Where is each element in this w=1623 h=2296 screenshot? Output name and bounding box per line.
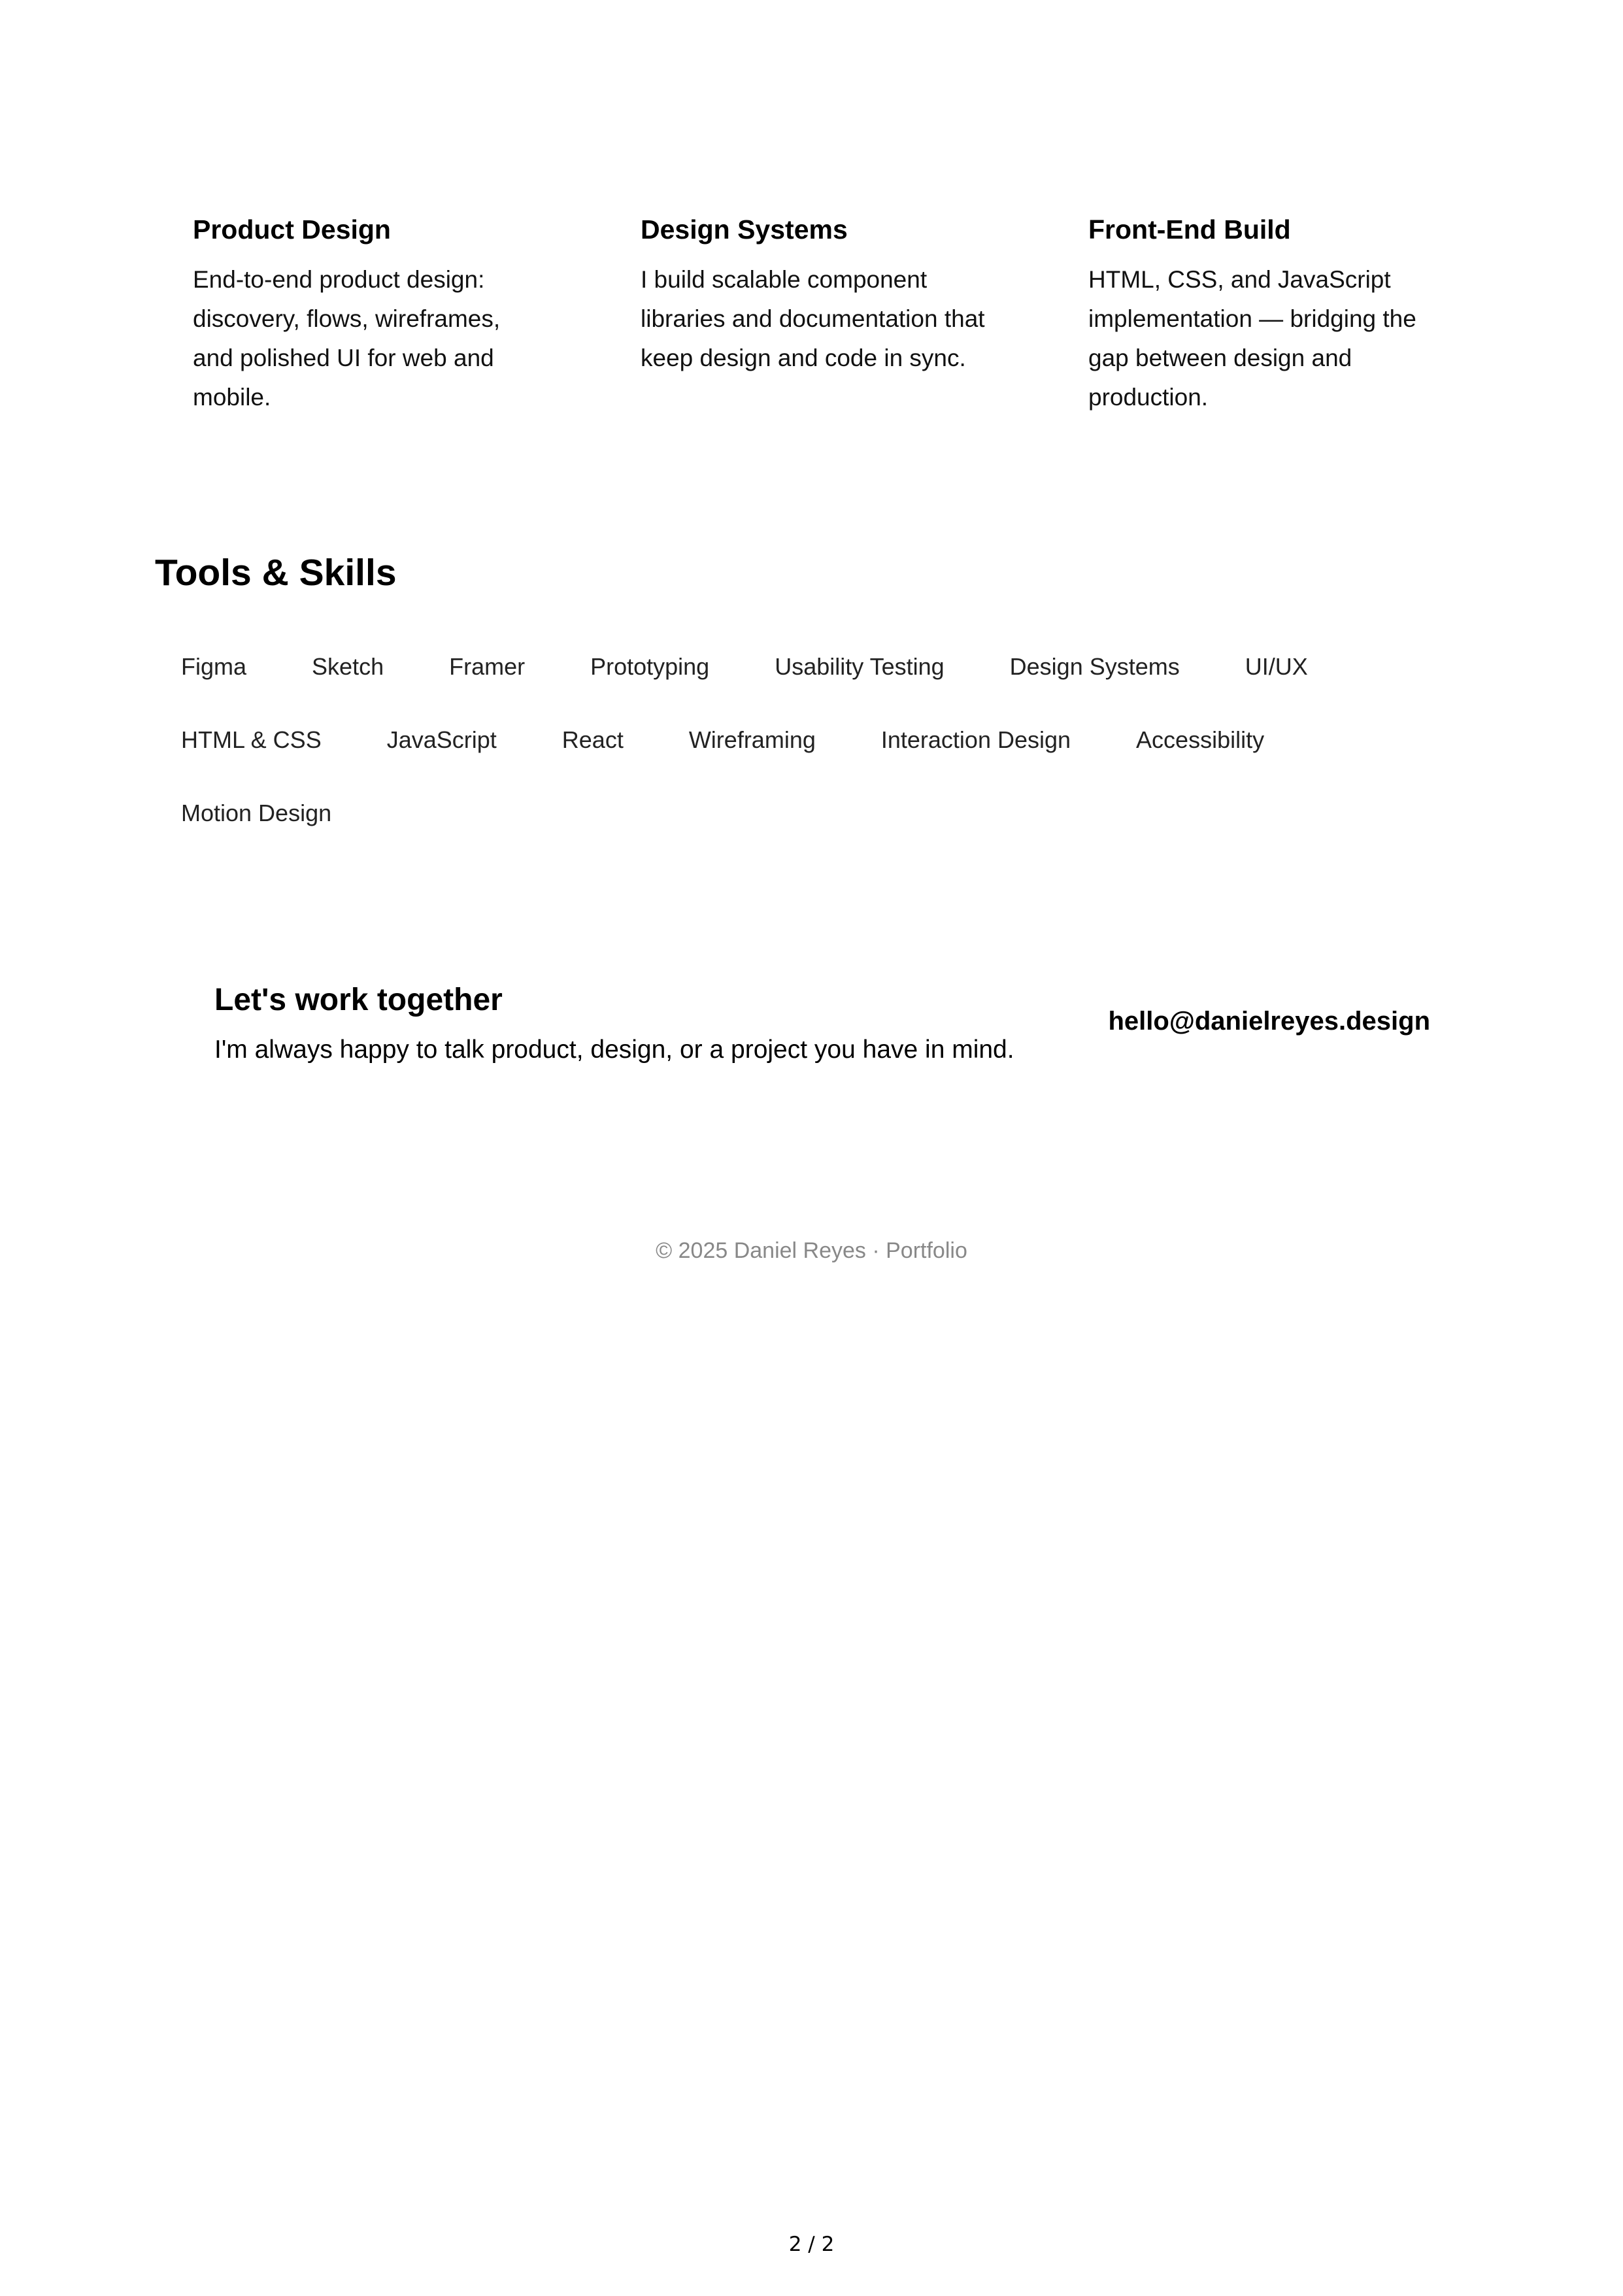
service-title: Product Design: [193, 214, 391, 245]
footer-copyright: © 2025 Daniel Reyes · Portfolio: [656, 1238, 967, 1263]
service-card-front-end-build: [1088, 208, 1441, 417]
skill-tag: JavaScript: [386, 726, 497, 753]
contact-text: I'm always happy to talk product, design, or a project you have in mind.: [214, 1036, 1014, 1064]
page-number: 2 / 2: [788, 2233, 835, 2256]
contact-email-link[interactable]: hello@danielreyes.design: [1108, 1007, 1430, 1036]
skill-tag: UI/UX: [1245, 653, 1308, 680]
contact-section: [214, 974, 1430, 1105]
tools-skills-heading: Tools & Skills: [155, 552, 397, 594]
service-card-design-systems: [641, 208, 994, 378]
skill-tag: Prototyping: [590, 653, 710, 680]
service-description: I build scalable component libraries and documentation that keep design and code in sync.: [641, 266, 985, 371]
service-card-product-design: [193, 208, 546, 417]
skill-tag: Figma: [181, 653, 247, 680]
skill-tag: Usability Testing: [775, 653, 945, 680]
skill-tag: HTML & CSS: [181, 726, 322, 753]
service-title: Design Systems: [641, 214, 848, 245]
skill-tag: React: [561, 726, 624, 753]
skills-list: [155, 641, 1462, 839]
skill-tag: Motion Design: [181, 800, 332, 826]
skill-tag: Design Systems: [1009, 653, 1180, 680]
service-title: Front-End Build: [1088, 214, 1291, 245]
footer: [0, 1234, 1623, 1267]
contact-heading: Let's work together: [214, 983, 503, 1017]
skill-tag: Accessibility: [1136, 726, 1265, 753]
service-description: HTML, CSS, and JavaScript implementation — bridging the gap between design and production.: [1088, 266, 1416, 411]
skill-tag: Wireframing: [688, 726, 816, 753]
service-description: End-to-end product design: discovery, flows, wireframes, and polished UI for web and mobile.: [193, 266, 501, 411]
skill-tag: Sketch: [312, 653, 384, 680]
skill-tag: Interaction Design: [880, 726, 1071, 753]
skill-tag: Framer: [449, 653, 526, 680]
